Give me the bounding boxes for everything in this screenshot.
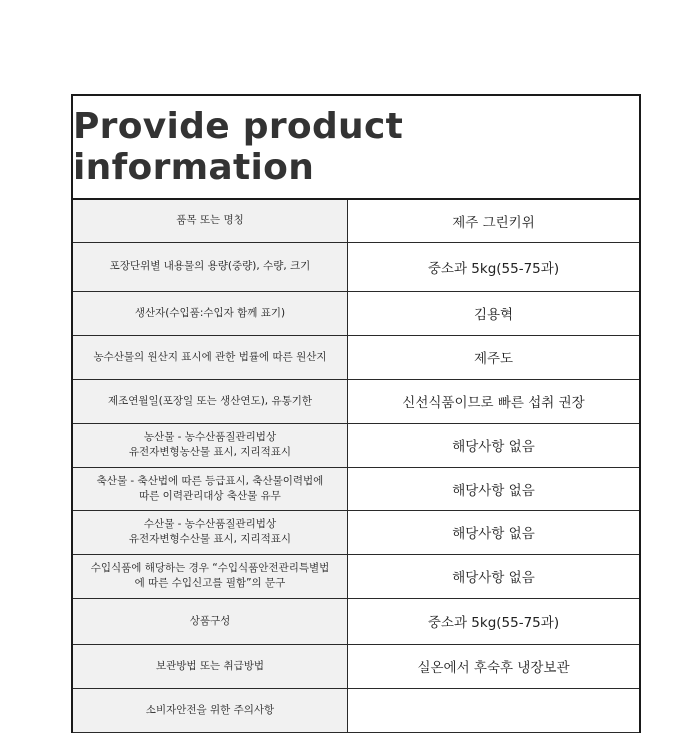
table-row: [73, 200, 639, 242]
row-value: 제주 그린키위: [348, 200, 640, 242]
row-label-line: 수산물 - 농수산품질관리법상: [143, 518, 277, 530]
table-row: [73, 335, 639, 379]
row-label: [73, 510, 348, 554]
row-value: 해당사항 없음: [348, 423, 640, 467]
table-row: [73, 644, 639, 688]
row-value: 해당사항 없음: [348, 467, 640, 510]
row-label-line: 소비자안전을 위한 주의사항: [145, 703, 275, 716]
row-label-line: 상품구성: [189, 614, 231, 627]
row-label: [73, 200, 348, 242]
row-label-line: 유전자변형수산물 표시, 지리적표시: [128, 533, 292, 545]
table-row: [73, 291, 639, 335]
row-value: 김용혁: [348, 291, 640, 335]
row-label-line: 포장단위별 내용물의 용량(중량), 수량, 크기: [109, 260, 311, 272]
table-row: [73, 242, 639, 291]
row-value: 실온에서 후숙후 냉장보관: [348, 644, 640, 688]
row-label: [73, 467, 348, 510]
row-value: 해당사항 없음: [348, 510, 640, 554]
table-row: [73, 423, 639, 467]
row-label: [73, 644, 348, 688]
row-label: [73, 291, 348, 335]
row-label: [73, 242, 348, 291]
row-value: 중소과 5kg(55-75과): [348, 598, 640, 644]
row-value: [348, 688, 640, 732]
row-label-line: 따른 이력관리대상 축산물 유무: [139, 489, 281, 502]
row-label-line: 제조연월일(포장일 또는 생산연도), 유통기한: [107, 394, 313, 407]
row-label-line: 수입식품에 해당하는 경우 “수입식품안전관리특별법: [90, 562, 330, 574]
row-label: [73, 598, 348, 644]
row-label-line: 농수산물의 원산지 표시에 관한 법률에 따른 원산지: [93, 350, 327, 363]
table-row: [73, 598, 639, 644]
row-label: [73, 688, 348, 732]
table-row: [73, 379, 639, 423]
row-label-line: 생산자(수입품:수입자 함께 표기): [134, 306, 286, 319]
table-row: [73, 467, 639, 510]
row-label-line: 농산물 - 농수산품질관리법상: [143, 431, 277, 443]
row-label: [73, 554, 348, 598]
row-label-line: 보관방법 또는 취급방법: [155, 659, 265, 672]
product-info-sheet: [71, 94, 641, 733]
row-label-line: 품목 또는 명칭: [176, 214, 244, 227]
row-value: 제주도: [348, 335, 640, 379]
table-row: [73, 688, 639, 732]
table-row: [73, 554, 639, 598]
row-label-line: 축산물 - 축산법에 따른 등급표시, 축산물이력법에: [96, 474, 324, 487]
row-label-line: 에 따른 수입신고를 필함”의 문구: [134, 577, 286, 589]
row-label: [73, 335, 348, 379]
row-label-line: 유전자변형농산물 표시, 지리적표시: [128, 446, 292, 458]
table-row: [73, 510, 639, 554]
row-label: [73, 379, 348, 423]
row-value: 해당사항 없음: [348, 554, 640, 598]
product-info-table: [73, 200, 639, 733]
row-value: 신선식품이므로 빠른 섭취 권장: [348, 379, 640, 423]
title-cell: [73, 96, 639, 200]
page-title: Provide product information: [73, 106, 404, 188]
row-value: 중소과 5kg(55-75과): [348, 242, 640, 291]
row-label: [73, 423, 348, 467]
